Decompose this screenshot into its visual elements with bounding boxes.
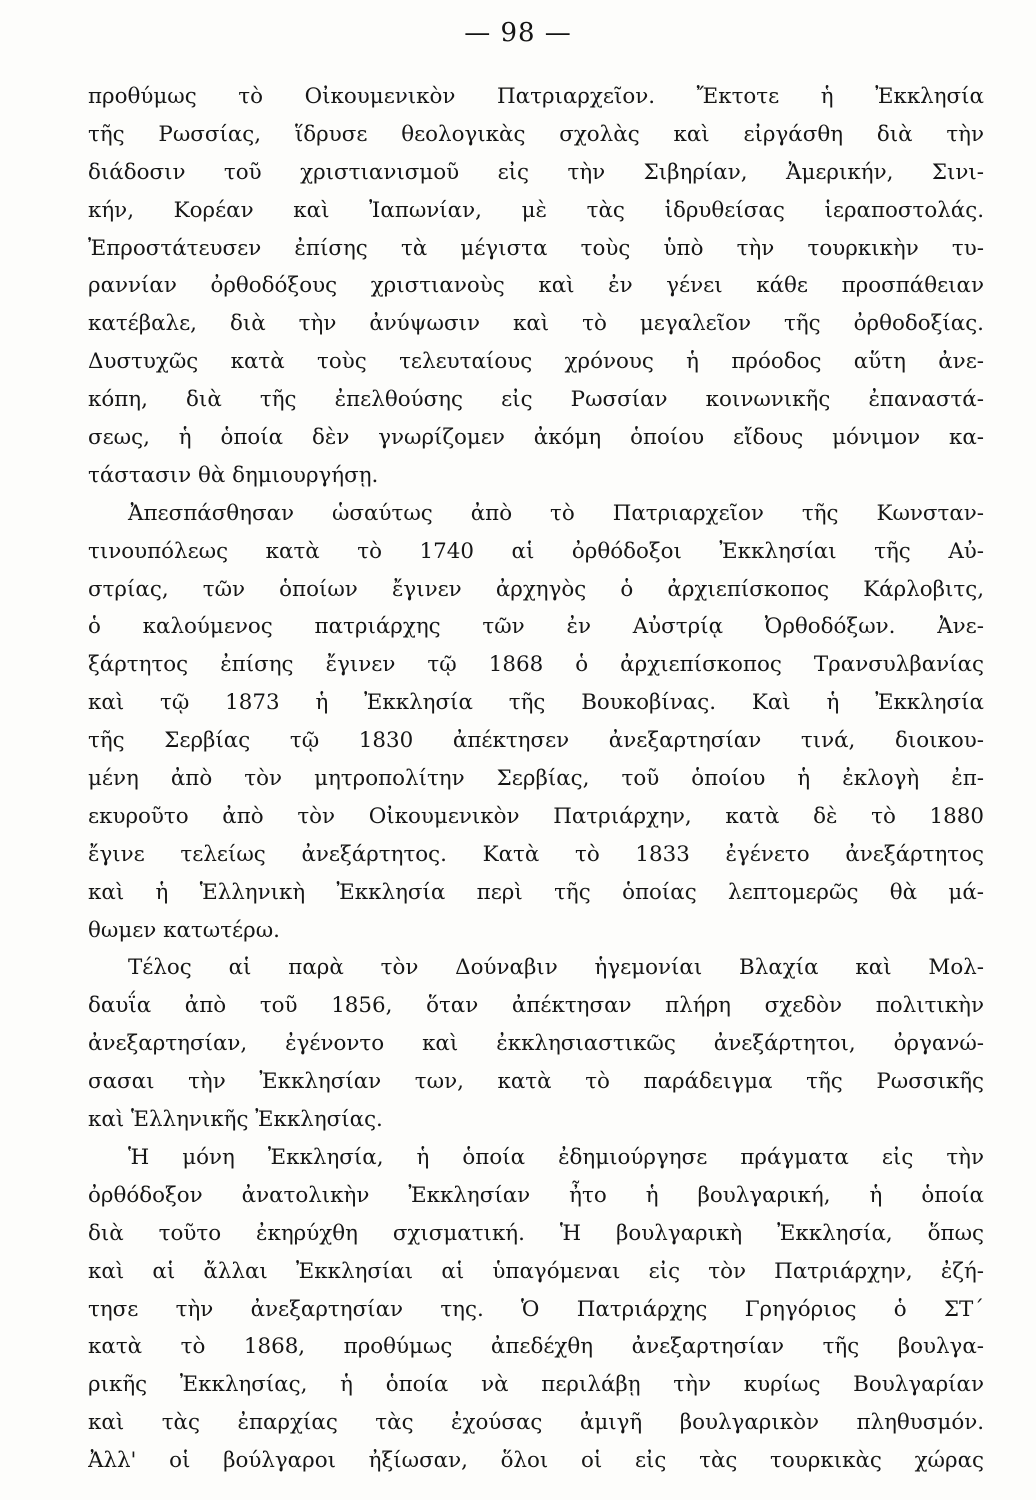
- text-line: Ἀπεσπάσθησαν ὡσαύτως ἀπὸ τὸ Πατριαρχεῖον τῆς Κωνσταν-: [128, 500, 984, 526]
- text-line: κατὰ τὸ 1868, προθύμως ἀπεδέχθη ἀνεξαρτησίαν τῆς βουλγα-: [88, 1334, 984, 1360]
- text-line: καὶ τὰς ἐπαρχίας τὰς ἐχούσας ἀμιγῆ βουλγαρικὸν πληθυσμόν.: [88, 1410, 984, 1436]
- text-line: ξάρτητος ἐπίσης ἔγινεν τῷ 1868 ὁ ἀρχιεπίσκοπος Τρανσυλβανίας: [88, 652, 984, 678]
- text-line: καὶ τῷ 1873 ἡ Ἐκκλησία τῆς Βουκοβίνας. Καὶ ἡ Ἐκκλησία: [88, 690, 984, 716]
- body-text: [88, 78, 984, 1480]
- text-line: διάδοσιν τοῦ χριστιανισμοῦ εἰς τὴν Σιβηρίαν, Ἀμερικήν, Σινι-: [88, 159, 984, 185]
- text-line: καὶ Ἑλληνικῆς Ἐκκλησίας.: [88, 1107, 383, 1133]
- text-line: σασαι τὴν Ἐκκλησίαν των, κατὰ τὸ παράδειγμα τῆς Ρωσσικῆς: [88, 1069, 984, 1095]
- text-line: τάστασιν θὰ δημιουργήσῃ.: [88, 462, 379, 488]
- text-line: κατέβαλε, διὰ τὴν ἀνύψωσιν καὶ τὸ μεγαλεῖον τῆς ὀρθοδοξίας.: [88, 311, 984, 337]
- text-line: προθύμως τὸ Οἰκουμενικὸν Πατριαρχεῖον. Ἔκτοτε ἡ Ἐκκλησία: [88, 84, 984, 109]
- text-line: ρικῆς Ἐκκλησίας, ἡ ὁποία νὰ περιλάβῃ τὴν κυρίως Βουλγαρίαν: [88, 1372, 984, 1398]
- text-line: Ἐπροστάτευσεν ἐπίσης τὰ μέγιστα τοὺς ὑπὸ τὴν τουρκικὴν τυ-: [88, 235, 984, 261]
- text-line: ἔγινε τελείως ἀνεξάρτητος. Κατὰ τὸ 1833 ἐγένετο ἀνεξάρτητος: [88, 841, 984, 867]
- text-line: σεως, ἡ ὁποία δὲν γνωρίζομεν ἀκόμη ὁποίου εἴδους μόνιμον κα-: [88, 425, 984, 451]
- text-line: Δυστυχῶς κατὰ τοὺς τελευταίους χρόνους ἡ πρόοδος αὕτη ἀνε-: [88, 349, 984, 375]
- text-line: δαυΐα ἀπὸ τοῦ 1856, ὅταν ἀπέκτησαν πλήρη σχεδὸν πολιτικὴν: [88, 993, 984, 1019]
- text-line: μένη ἀπὸ τὸν μητροπολίτην Σερβίας, τοῦ ὁποίου ἡ ἐκλογὴ ἐπ-: [88, 766, 984, 792]
- text-line: Ἡ μόνη Ἐκκλησία, ἡ ὁποία ἐδημιούργησε πράγματα εἰς τὴν: [128, 1144, 984, 1170]
- text-line: τῆς Σερβίας τῷ 1830 ἀπέκτησεν ἀνεξαρτησίαν τινά, διοικου-: [88, 728, 984, 754]
- text-line: στρίας, τῶν ὁποίων ἔγινεν ἀρχηγὸς ὁ ἀρχιεπίσκοπος Κάρλοβιτς,: [88, 576, 984, 602]
- text-line: ἀνεξαρτησίαν, ἐγένοντο καὶ ἐκκλησιαστικῶς ἀνεξάρτητοι, ὀργανώ-: [88, 1031, 984, 1057]
- text-line: τινουπόλεως κατὰ τὸ 1740 αἱ ὀρθόδοξοι Ἐκκλησίαι τῆς Αὐ-: [88, 538, 984, 564]
- text-line: τησε τὴν ἀνεξαρτησίαν της. Ὁ Πατριάρχης Γρηγόριος ὁ ΣΤ΄: [88, 1296, 984, 1322]
- text-line: τῆς Ρωσσίας, ἵδρυσε θεολογικὰς σχολὰς καὶ εἰργάσθη διὰ τὴν: [88, 121, 984, 147]
- text-line: ραννίαν ὀρθοδόξους χριστιανοὺς καὶ ἐν γένει κάθε προσπάθειαν: [88, 273, 984, 299]
- text-line: διὰ τοῦτο ἐκηρύχθη σχισματική. Ἡ βουλγαρικὴ Ἐκκλησία, ὅπως: [88, 1220, 984, 1246]
- text-line: ὁ καλούμενος πατριάρχης τῶν ἐν Αὐστρίᾳ Ὀρθοδόξων. Ἀνε-: [88, 614, 984, 640]
- text-line: Τέλος αἱ παρὰ τὸν Δούναβιν ἡγεμονίαι Βλαχία καὶ Μολ-: [128, 955, 984, 981]
- text-line: θωμεν κατωτέρω.: [88, 917, 280, 943]
- text-line: κήν, Κορέαν καὶ Ἰαπωνίαν, μὲ τὰς ἱδρυθείσας ἱεραποστολάς.: [88, 197, 984, 223]
- page-number: — 98 —: [464, 18, 572, 48]
- text-line: κόπη, διὰ τῆς ἐπελθούσης εἰς Ρωσσίαν κοινωνικῆς ἐπαναστά-: [88, 387, 984, 413]
- text-line: καὶ ἡ Ἑλληνικὴ Ἐκκλησία περὶ τῆς ὁποίας λεπτομερῶς θὰ μά-: [88, 879, 984, 905]
- text-line: εκυροῦτο ἀπὸ τὸν Οἰκουμενικὸν Πατριάρχην, κατὰ δὲ τὸ 1880: [88, 803, 984, 829]
- text-line: καὶ αἱ ἄλλαι Ἐκκλησίαι αἱ ὑπαγόμεναι εἰς τὸν Πατριάρχην, ἐζή-: [88, 1258, 984, 1284]
- text-line: ὀρθόδοξον ἀνατολικὴν Ἐκκλησίαν ἦτο ἡ βουλγαρική, ἡ ὁποία: [88, 1182, 984, 1208]
- text-line: Ἀλλ' οἱ βούλγαροι ἠξίωσαν, ὅλοι οἱ εἰς τὰς τουρκικὰς χώρας: [88, 1448, 984, 1474]
